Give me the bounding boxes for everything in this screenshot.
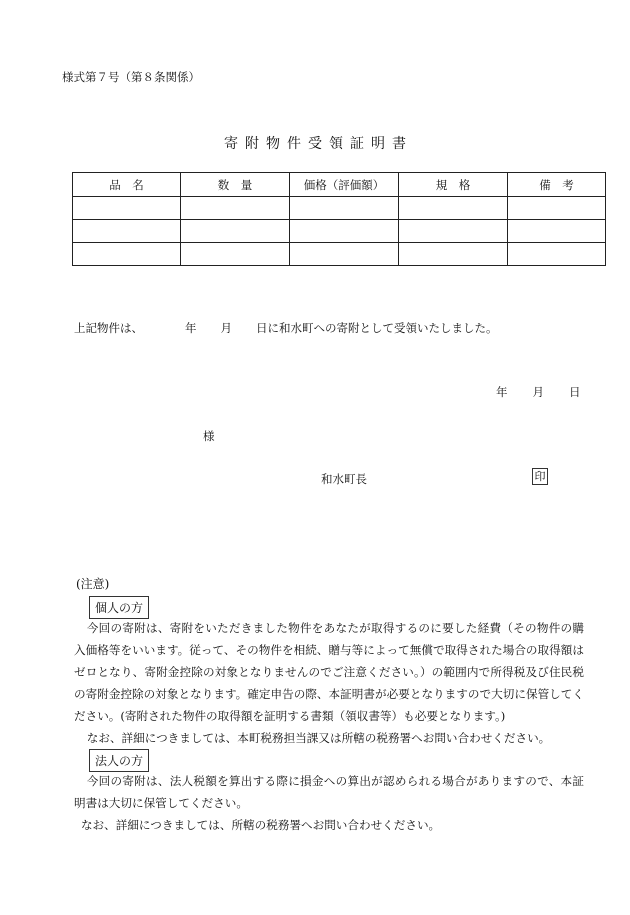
date-day: 日 xyxy=(569,385,581,399)
header-quantity: 数 量 xyxy=(181,173,290,197)
table-cell[interactable] xyxy=(508,243,606,266)
table-cell[interactable] xyxy=(508,197,606,220)
table-cell[interactable] xyxy=(399,243,508,266)
table-cell[interactable] xyxy=(290,220,399,243)
statement-year: 年 xyxy=(185,321,197,335)
statement-prefix: 上記物件は、 xyxy=(74,321,143,335)
receipt-statement xyxy=(74,320,498,336)
table-row xyxy=(73,243,606,266)
individual-contact-note: なお、詳細につきましては、本町税務担当課又は所轄の税務署へお問い合わせください。 xyxy=(86,731,551,745)
table-cell[interactable] xyxy=(181,220,290,243)
table-row xyxy=(73,220,606,243)
form-number-label: 様式第７号（第８条関係） xyxy=(62,70,200,84)
table-cell[interactable] xyxy=(73,197,181,220)
date-year: 年 xyxy=(496,385,508,399)
header-specification: 規 格 xyxy=(399,173,508,197)
table-cell[interactable] xyxy=(290,197,399,220)
table-cell[interactable] xyxy=(73,243,181,266)
items-table xyxy=(72,172,606,266)
header-price: 価格（評価額） xyxy=(290,173,399,197)
header-remarks: 備 考 xyxy=(508,173,606,197)
table-cell[interactable] xyxy=(73,220,181,243)
table-cell[interactable] xyxy=(508,220,606,243)
seal-mark: 印 xyxy=(532,468,548,485)
date-month: 月 xyxy=(532,385,544,399)
table-cell[interactable] xyxy=(181,197,290,220)
notes-heading: (注意) xyxy=(76,577,110,591)
table-row xyxy=(73,197,606,220)
corporate-contact-note: なお、詳細につきましては、所轄の税務署へお問い合わせください。 xyxy=(80,818,441,832)
individual-label: 個人の方 xyxy=(89,596,149,619)
table-cell[interactable] xyxy=(399,220,508,243)
issue-date xyxy=(496,384,581,400)
individual-note-paragraph: 今回の寄附は、寄附をいただきました物件をあなたが取得するのに要した経費（その物件の購入価格等をいいます。従って、その物件を相続、贈与等によって無償で取得された場合の取得額はゼロとなり、寄附金控除の対象となりませんのでご注意ください。）の範囲内で所得税及び住民税の寄附金控除の対象となります。確定申告の際、本証明書が必要となりますので大切に保管してください。(寄附された物件の取得額を証明する書類（領収書等）も必要となります。) xyxy=(74,621,584,723)
issuer-title: 和水町長 xyxy=(321,472,367,486)
header-item-name: 品 名 xyxy=(73,173,181,197)
statement-suffix: 日に和水町への寄附として受領いたしました。 xyxy=(256,321,498,335)
document-title: 寄附物件受領証明書 xyxy=(224,136,413,152)
table-cell[interactable] xyxy=(290,243,399,266)
table-cell[interactable] xyxy=(181,243,290,266)
statement-month: 月 xyxy=(220,321,232,335)
table-cell[interactable] xyxy=(399,197,508,220)
addressee-suffix: 様 xyxy=(203,429,215,443)
corporate-label: 法人の方 xyxy=(89,749,149,772)
table-header-row xyxy=(73,173,606,197)
corporate-note-paragraph: 今回の寄附は、法人税額を算出する際に損金への算出が認められる場合がありますので、本証明書は大切に保管してください。 xyxy=(74,774,584,810)
